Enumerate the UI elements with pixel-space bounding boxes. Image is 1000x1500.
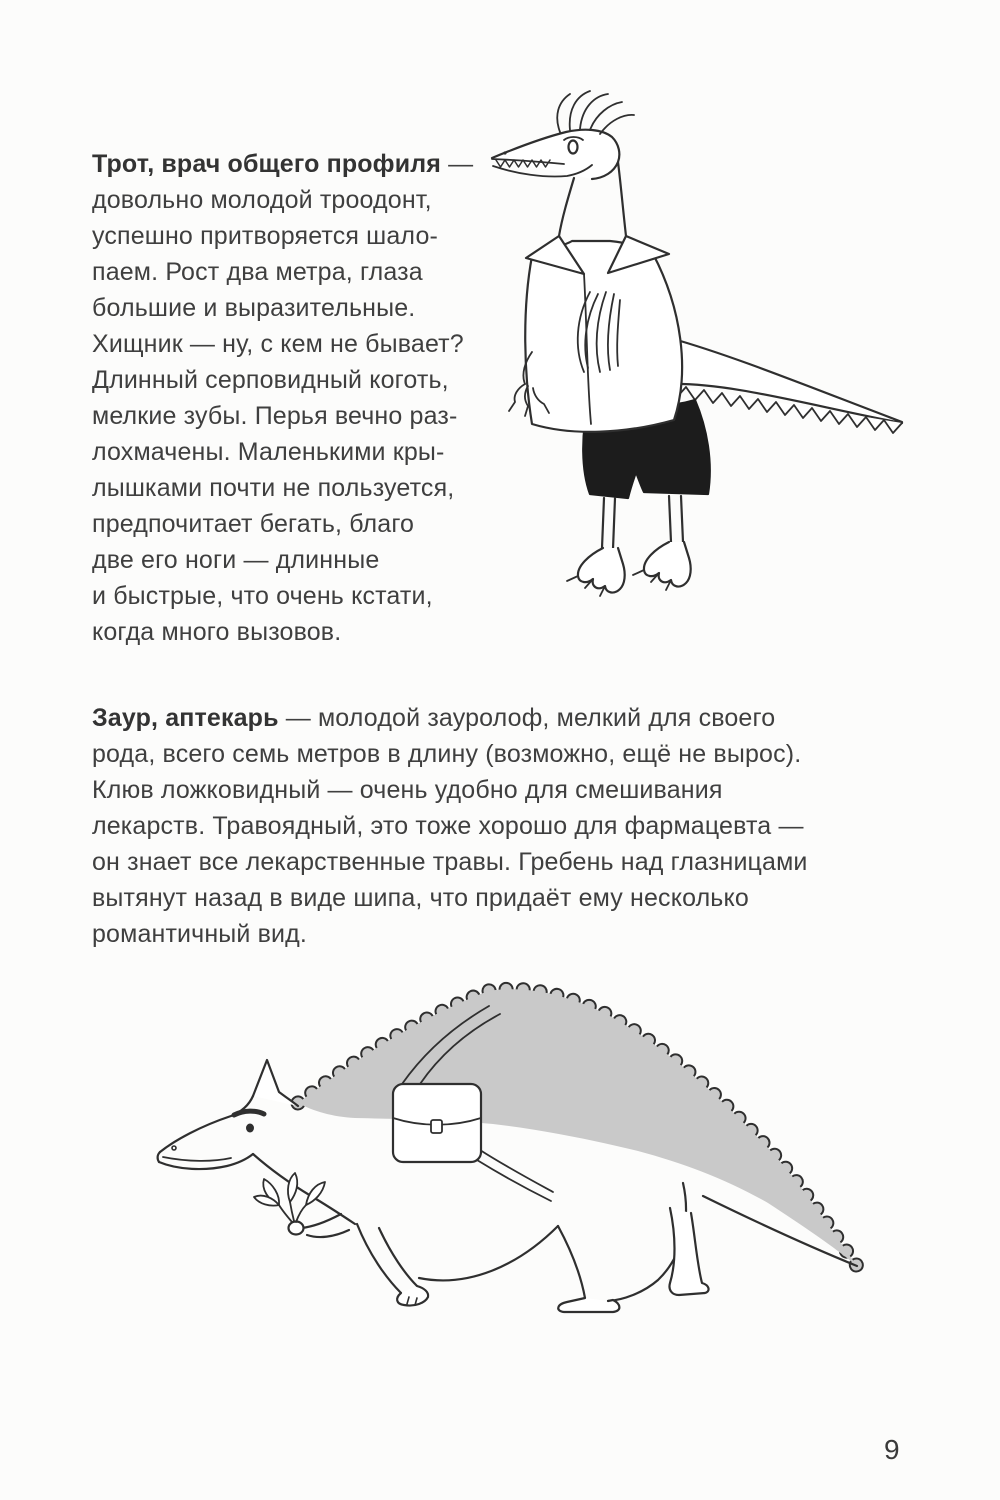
saurolophus-brow [234,1111,264,1115]
troodon-eye [569,141,578,154]
troodon-head [492,91,634,179]
text-line: довольно молодой троодонт, [92,186,432,214]
text-line [92,146,512,182]
text-line: Длинный серповидный коготь, [92,366,449,394]
character-name-zaur: Заур, аптекарь [92,704,279,732]
text-line: лекарств. Травоядный, это тоже хорошо для фармацевта — [92,812,804,840]
troodon-feet [567,542,691,596]
text-line: паем. Рост два метра, глаза [92,258,423,286]
character-name-trot: Трот, врач общего профиля [92,150,441,178]
saurolophus-front-arm [357,1224,428,1306]
text-line: две его ноги — длинные [92,546,380,574]
herb-bouquet [254,1173,325,1222]
troodon-coat [525,236,682,432]
text-line: романтичный вид. [92,920,308,948]
text-line: большие и выразительные. [92,294,416,322]
text-line: вытянут назад в виде шипа, что придаёт ему несколько [92,884,749,912]
text-line: лохмачены. Маленькими кры- [92,438,445,466]
troodon-crest-feathers [557,91,634,134]
saurolophus-back-shading [298,989,857,1266]
text-line: успешно притворяется шало- [92,222,438,250]
text-line: Хищник — ну, с кем не бывает? [92,330,464,358]
text-line [92,700,932,736]
text-line: он знает все лекарственные травы. Гребень над глазницами [92,848,808,876]
satchel-strap [477,1160,551,1201]
saurolophus-crest-spike [253,1060,298,1106]
saurolophus-eye [246,1124,254,1133]
troodon-tail [668,338,902,433]
troodon-nostril [503,151,506,154]
text-line: Клюв ложковидный — очень удобно для смешивания [92,776,723,804]
text-line: лышками почти не пользуется, [92,474,455,502]
character-description-zaur [92,700,932,952]
text-line: и быстрые, что очень кстати, [92,582,433,610]
satchel-clasp [431,1120,442,1133]
satchel-strap [480,1150,553,1192]
lead-suffix: — [441,150,474,178]
saurolophus-hind-leg [558,1183,686,1312]
page-number: 9 [884,1434,900,1465]
saurolophus-hand [289,1222,304,1235]
troodon-legs [602,496,683,549]
lead-suffix: — молодой зауролоф, мелкий для своего [278,704,776,732]
saurolophus-nostril [172,1146,176,1150]
character-description-trot [92,146,512,650]
text-line: мелкие зубы. Перья вечно раз- [92,402,458,430]
text-line: рода, всего семь метров в длину (возможно, ещё не вырос). [92,740,802,768]
troodon-illustration [472,86,920,608]
text-line: предпочитает бегать, благо [92,510,415,538]
saurolophus-far-hind-leg [669,1208,708,1295]
saurolophus-illustration [143,968,885,1334]
text-line: когда много вызовов. [92,618,342,646]
